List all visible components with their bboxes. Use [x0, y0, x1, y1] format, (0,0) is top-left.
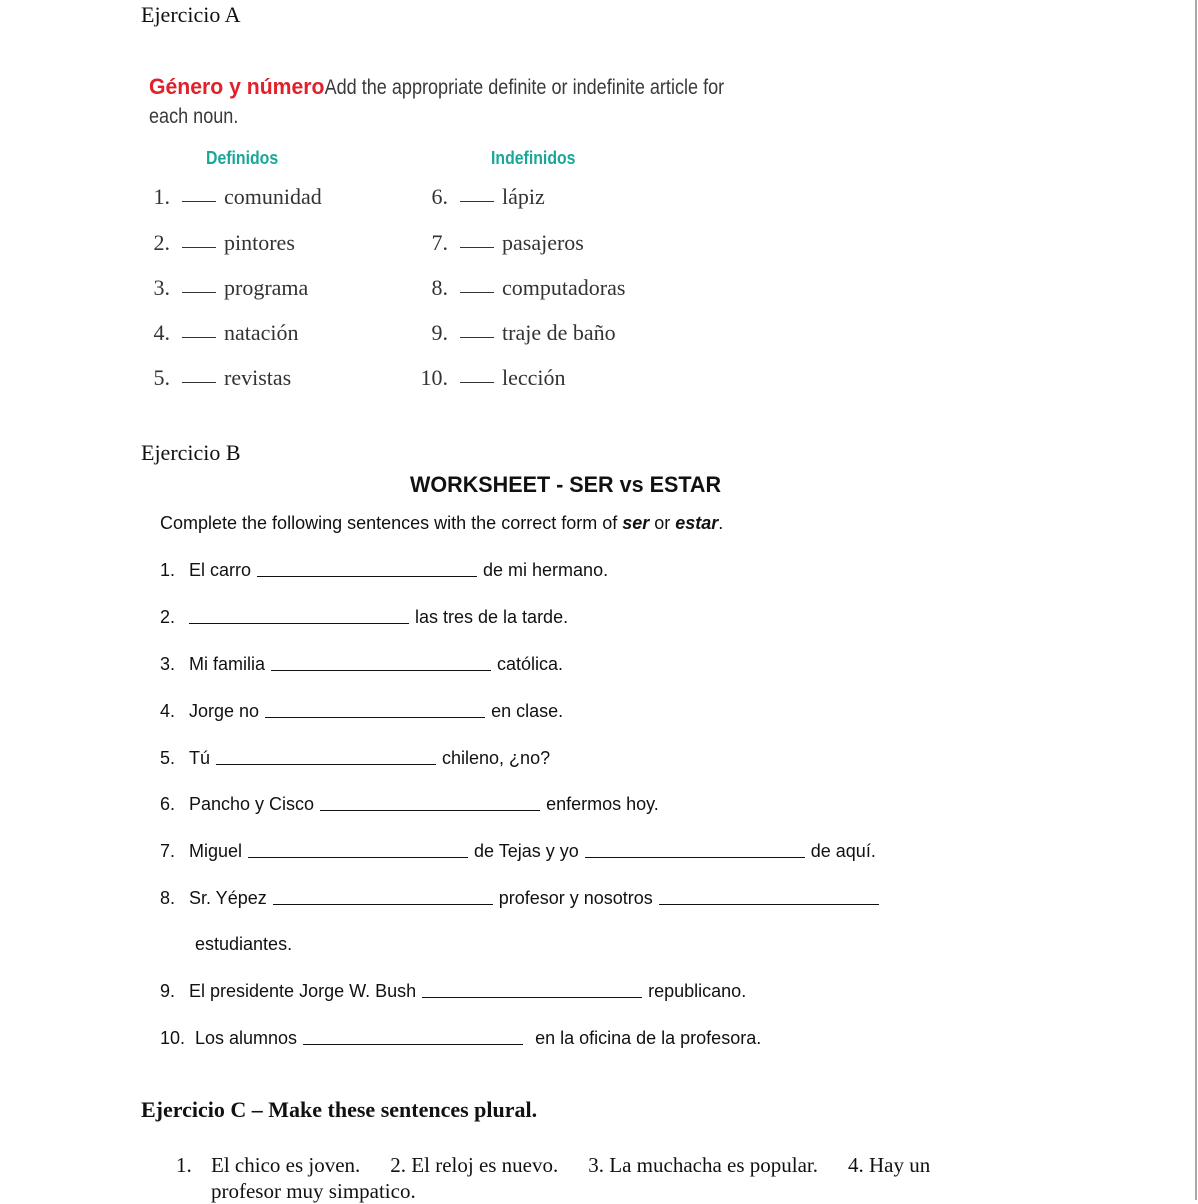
- noun: programa: [224, 275, 309, 300]
- item-number: 6.: [431, 184, 448, 209]
- noun: pintores: [224, 230, 295, 255]
- vocab-item: [418, 184, 545, 210]
- item-number: 4.: [160, 701, 176, 721]
- sentence-row: [160, 841, 876, 862]
- sentence-start: El carro: [189, 560, 252, 580]
- exercise-a-heading: Ejercicio A: [141, 2, 241, 27]
- item-number: 9.: [160, 981, 176, 1001]
- answer-line[interactable]: [303, 1044, 523, 1045]
- answer-line[interactable]: [216, 764, 436, 765]
- instructions-text: .: [718, 513, 724, 533]
- noun: pasajeros: [502, 230, 584, 255]
- item-number: 8.: [431, 275, 448, 300]
- noun: lección: [502, 365, 566, 390]
- vocab-item: [418, 320, 616, 346]
- sentence-start: El presidente Jorge W. Bush: [189, 981, 417, 1001]
- answer-blank[interactable]: [460, 292, 494, 293]
- item-number: 5.: [160, 748, 176, 768]
- noun: comunidad: [224, 184, 322, 209]
- vocab-item: [140, 365, 291, 391]
- sentence-end: católica.: [497, 654, 564, 674]
- sentence-end: de aquí.: [810, 841, 876, 861]
- plural-sentence: 2. El reloj es nuevo.: [390, 1153, 559, 1177]
- worksheet-title: WORKSHEET - SER vs ESTAR: [410, 472, 722, 497]
- item-number: 10.: [160, 1028, 186, 1048]
- answer-blank[interactable]: [182, 292, 216, 293]
- noun: lápiz: [502, 184, 545, 209]
- verb-ser: ser: [622, 513, 650, 533]
- item-number: 7.: [431, 230, 448, 255]
- item-number: 2.: [153, 230, 170, 255]
- answer-line[interactable]: [320, 810, 540, 811]
- plural-sentence: 4. Hay un: [848, 1153, 931, 1177]
- sentence-row: [160, 560, 608, 581]
- plural-sentences: [176, 1152, 1036, 1204]
- sentence-end: republicano.: [648, 981, 747, 1001]
- sentence-start: Tú: [189, 748, 211, 768]
- vocab-item: [418, 230, 584, 256]
- plural-sentence: El chico es joven.: [211, 1153, 361, 1177]
- sentence-start: Miguel: [189, 841, 243, 861]
- item-number: 2.: [160, 607, 176, 627]
- exercise-b-instructions: [160, 513, 723, 534]
- answer-blank[interactable]: [460, 201, 494, 202]
- instructions-text: Complete the following sentences with the correct form of: [160, 513, 623, 533]
- sentence-end: enfermos hoy.: [546, 794, 659, 814]
- item-number: 4.: [153, 320, 170, 345]
- item-number: 6.: [160, 794, 176, 814]
- item-number: 1.: [160, 560, 176, 580]
- item-number: 5.: [153, 365, 170, 390]
- item-number: 8.: [160, 888, 176, 908]
- answer-blank[interactable]: [460, 247, 494, 248]
- item-number: 10.: [420, 365, 448, 390]
- noun: traje de baño: [502, 320, 616, 345]
- vocab-item: [140, 230, 295, 256]
- item-number: 1.: [153, 184, 170, 209]
- sentence-row: [160, 748, 550, 769]
- sentence-end: chileno, ¿no?: [442, 748, 551, 768]
- vocab-item: [140, 320, 299, 346]
- item-number: 1.: [176, 1153, 192, 1177]
- column-header-indefinidos: Indefinidos: [491, 148, 576, 168]
- answer-line[interactable]: [585, 857, 805, 858]
- sentence-start: Jorge no: [189, 701, 260, 721]
- item-number: 3.: [160, 654, 176, 674]
- sentence-row: [160, 1028, 761, 1049]
- vocab-item: [418, 275, 625, 301]
- noun: natación: [224, 320, 299, 345]
- answer-blank[interactable]: [182, 201, 216, 202]
- answer-line[interactable]: [273, 904, 493, 905]
- sentence-row: [160, 607, 568, 628]
- instructions-text: Add the appropriate definite or indefinite article for each noun.: [149, 76, 725, 128]
- answer-line[interactable]: [257, 576, 477, 577]
- vocab-item: [140, 275, 308, 301]
- verb-estar: estar: [675, 513, 719, 533]
- genero-numero-title: Género y número: [149, 74, 325, 99]
- answer-line[interactable]: [248, 857, 468, 858]
- exercise-a-instructions: [149, 72, 751, 131]
- sentence-row: [160, 794, 659, 815]
- answer-line[interactable]: [422, 997, 642, 998]
- exercise-c-heading: Ejercicio C – Make these sentences plural.: [141, 1097, 538, 1122]
- column-header-definidos: Definidos: [206, 148, 279, 168]
- answer-line[interactable]: [659, 904, 879, 905]
- answer-blank[interactable]: [182, 382, 216, 383]
- vocab-item: [140, 184, 322, 210]
- noun: computadoras: [502, 275, 626, 300]
- answer-line[interactable]: [189, 623, 409, 624]
- sentence-start: Sr. Yépez: [189, 888, 267, 908]
- noun: revistas: [224, 365, 292, 390]
- plural-sentence: 3. La muchacha es popular.: [588, 1153, 819, 1177]
- sentence-start: Pancho y Cisco: [189, 794, 315, 814]
- sentence-continuation: estudiantes.: [195, 934, 293, 954]
- sentence-end: las tres de la tarde.: [415, 607, 569, 627]
- plural-sentence-continuation: profesor muy simpatico.: [211, 1179, 416, 1203]
- sentence-row: [160, 701, 563, 722]
- sentence-row: [160, 888, 885, 909]
- answer-blank[interactable]: [460, 337, 494, 338]
- sentence-middle: profesor y nosotros: [498, 888, 653, 908]
- sentence-row: [160, 981, 746, 1002]
- page-edge-divider: [1195, 0, 1197, 1200]
- sentence-end: de mi hermano.: [483, 560, 609, 580]
- sentence-middle: de Tejas y yo: [474, 841, 579, 861]
- sentence-start: Los alumnos: [195, 1028, 298, 1048]
- instructions-text: or: [649, 513, 676, 533]
- sentence-start: Mi familia: [189, 654, 266, 674]
- sentence-row: [160, 654, 563, 675]
- answer-blank[interactable]: [182, 337, 216, 338]
- sentence-end: en clase.: [491, 701, 564, 721]
- sentence-end: en la oficina de la profesora.: [535, 1028, 762, 1048]
- item-number: 7.: [160, 841, 176, 861]
- exercise-b-heading: Ejercicio B: [141, 440, 241, 465]
- vocab-item: [418, 365, 566, 391]
- answer-blank[interactable]: [182, 247, 216, 248]
- answer-line[interactable]: [271, 670, 491, 671]
- answer-blank[interactable]: [460, 382, 494, 383]
- item-number: 9.: [431, 320, 448, 345]
- answer-line[interactable]: [265, 717, 485, 718]
- item-number: 3.: [153, 275, 170, 300]
